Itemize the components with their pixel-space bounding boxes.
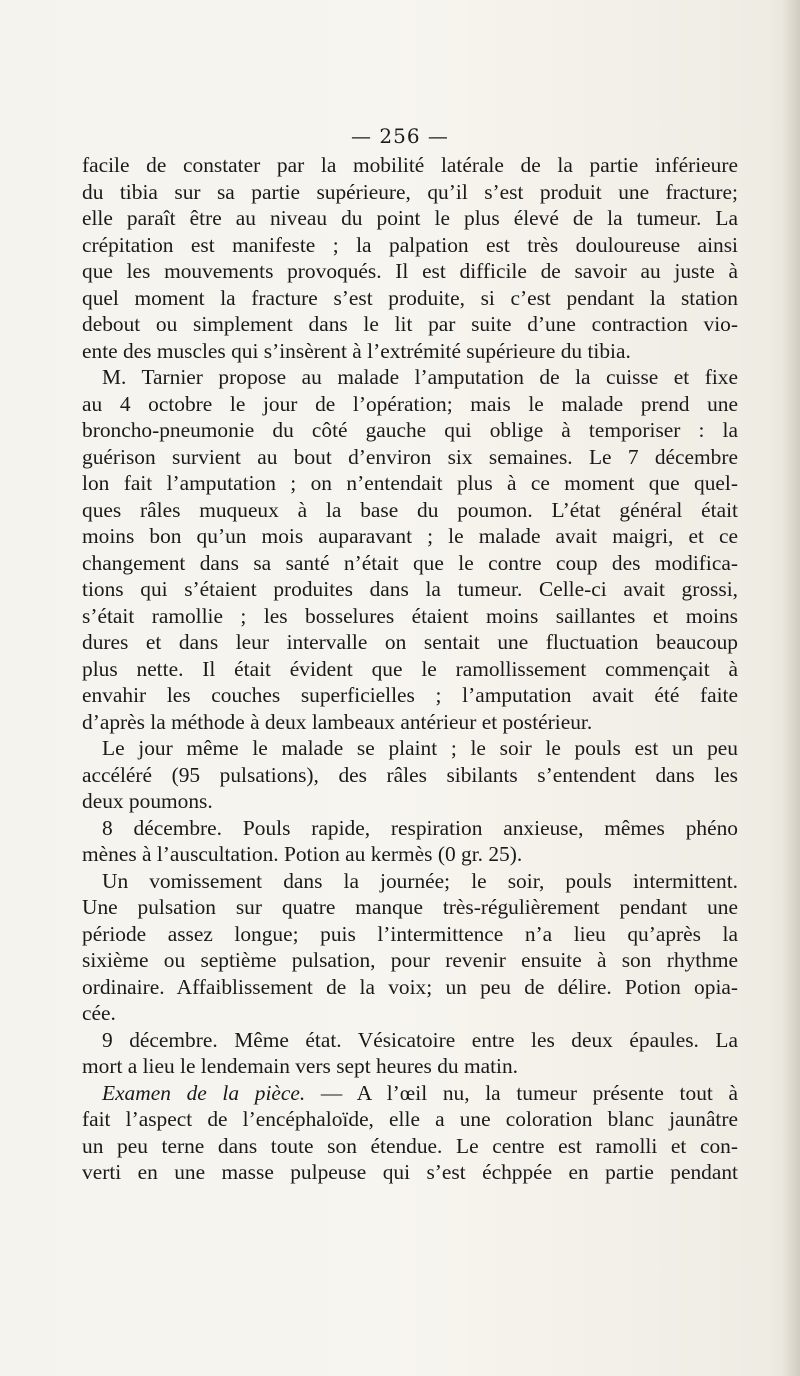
text-line: du tibia sur sa partie supérieure, qu’il s’est produit une fracture;	[82, 179, 738, 204]
page-number: — 256 —	[351, 124, 449, 148]
text-line: d’après la méthode à deux lambeaux antérieur et postérieur.	[82, 709, 593, 734]
text-line	[82, 1080, 738, 1107]
text-line: ques râles muqueux à la base du poumon. L’état général était	[82, 497, 738, 522]
text-line: Une pulsation sur quatre manque très-régulièrement pendant une	[82, 895, 738, 919]
text-line: mort a lieu le lendemain vers sept heures du matin.	[82, 1054, 519, 1078]
text-line: guérison survient au bout d’environ six semaines. Le 7 décembre	[82, 444, 738, 469]
text-line: fait l’aspect de l’encéphaloïde, elle a une coloration blanc jaunâtre	[82, 1107, 738, 1131]
text-line: M. Tarnier propose au malade l’amputation de la cuisse et fixe	[102, 365, 738, 389]
text-line: 8 décembre. Pouls rapide, respiration anxieuse, mêmes phéno	[102, 815, 738, 840]
line-text: — A l’œil nu, la tumeur présente tout à	[305, 1080, 739, 1105]
text-line: tions qui s’étaient produites dans la tumeur. Celle-ci avait grossi,	[82, 577, 738, 601]
text-line: envahir les couches superficielles ; l’amputation avait été faite	[82, 683, 738, 707]
page-edge-shadow	[782, 0, 800, 1376]
text-line: ordinaire. Affaiblissement de la voix; un peu de délire. Potion opia-	[82, 974, 738, 999]
text-line: debout ou simplement dans le lit par suite d’une contraction vio-	[82, 312, 738, 336]
text-line: broncho-pneumonie du côté gauche qui oblige à temporiser : la	[82, 418, 738, 442]
text-line: plus nette. Il était évident que le ramollissement commençait à	[82, 656, 738, 681]
text-line: dures et dans leur intervalle on sentait une fluctuation beaucoup	[82, 630, 738, 654]
text-line: un peu terne dans toute son étendue. Le centre est ramolli et con-	[82, 1133, 738, 1158]
text-line: mènes à l’auscultation. Potion au kermès (0 gr. 25).	[82, 842, 523, 866]
text-line: accéléré (95 pulsations), des râles sibilants s’entendent dans les	[82, 762, 738, 787]
text-line: lon fait l’amputation ; on n’entendait plus à ce moment que quel-	[82, 471, 738, 495]
text-line: elle paraît être au niveau du point le plus élevé de la tumeur. La	[82, 206, 738, 230]
text-line: au 4 octobre le jour de l’opération; mais le malade prend une	[82, 391, 738, 416]
text-line: Le jour même le malade se plaint ; le soir le pouls est un peu	[102, 736, 738, 760]
text-line: moins bon qu’un mois auparavant ; le malade avait maigri, et ce	[82, 524, 738, 548]
text-line: 9 décembre. Même état. Vésicatoire entre les deux épaules. La	[102, 1027, 738, 1052]
text-line: sixième ou septième pulsation, pour revenir ensuite à son rhythme	[82, 948, 738, 972]
text-line: facile de constater par la mobilité latérale de la partie inférieure	[82, 153, 738, 177]
text-line: ente des muscles qui s’insèrent à l’extrémité supérieure du tibia.	[82, 338, 631, 363]
body-text	[82, 152, 738, 1186]
italic-heading: Examen de la pièce.	[102, 1080, 306, 1105]
text-line: cée.	[82, 1001, 116, 1025]
text-line: changement dans sa santé n’était que le contre coup des modifica-	[82, 550, 738, 575]
text-line: crépitation est manifeste ; la palpation est très douloureuse ainsi	[82, 232, 738, 257]
text-line: quel moment la fracture s’est produite, si c’est pendant la station	[82, 285, 738, 310]
text-line: Un vomissement dans la journée; le soir, pouls intermittent.	[102, 868, 738, 893]
text-line: s’était ramollie ; les bosselures étaient moins saillantes et moins	[82, 603, 738, 628]
text-line: deux poumons.	[82, 789, 213, 813]
text-line: que les mouvements provoqués. Il est difficile de savoir au juste à	[82, 259, 738, 283]
text-line: période assez longue; puis l’intermittence n’a lieu qu’après la	[82, 921, 738, 946]
text-line: verti en une masse pulpeuse qui s’est échppée en partie pendant	[82, 1160, 738, 1184]
